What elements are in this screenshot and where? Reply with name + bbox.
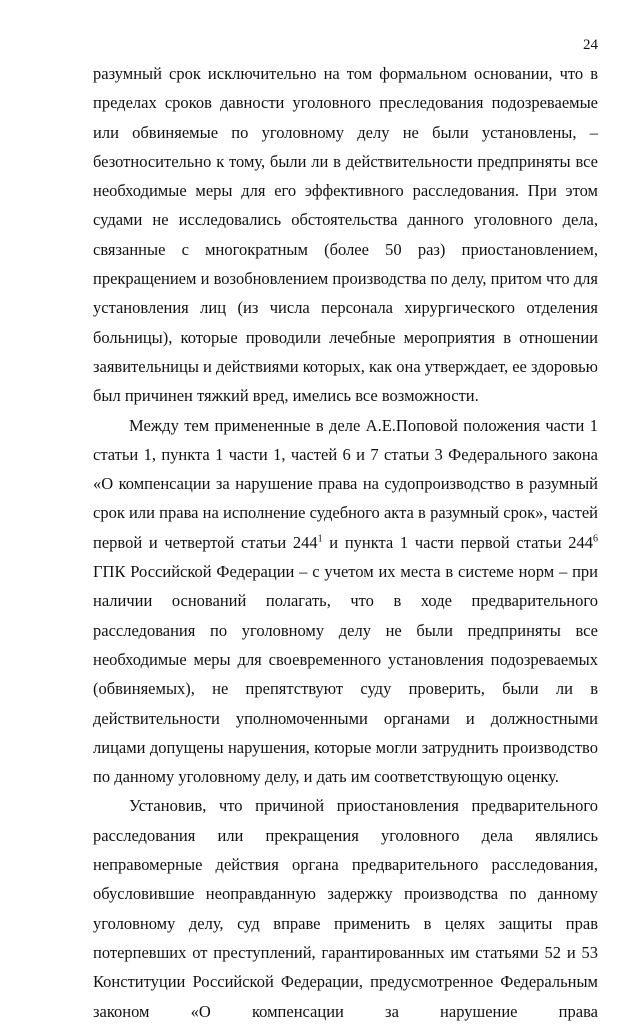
body-text xyxy=(93,59,598,1026)
paragraph-2 xyxy=(93,411,598,792)
paragraph-3: Установив, что причиной приостановления предварительного расследования или прекращения уголовного дела являлись неправомерные действия органа предварительного расследования, обусловившие неоправданную задержку производства по данному уголовному делу, суд вправе применить в целях защиты прав потерпевших от преступлений, гарантированных им статьями 52 и 53 Конституции Российской Федерации, предусмотренное Федеральным законом «О компенсации за нарушение права xyxy=(93,796,598,1021)
paragraph-2-text-2: и пункта 1 части первой статьи 244 xyxy=(322,532,593,552)
superscript-6: 6 xyxy=(593,533,598,545)
superscript-1: 1 xyxy=(317,533,323,545)
paragraph-1: разумный срок исключительно на том формальном основании, что в пределах сроков давности уголовного преследования подозреваемые или обвиняемые по уголовному делу не были установлены, – безотносительно к тому, были ли в действительности предприняты все необходимые меры для его эффективного расследования. При этом судами не исследовались обстоятельства данного уголовного дела, связанные с многократным (более 50 раз) приостановлением, прекращением и возобновлением производства по делу, притом что для установления лиц (из числа персонала хирургического отделения больницы), которые проводили лечебные мероприятия в отношении заявительницы и действиями которых, как она утверждает, ее здоровью был причинен тяжкий вред, имелись все возможности. xyxy=(93,64,598,406)
page-number: 24 xyxy=(583,37,598,53)
paragraph-2-text-3: ГПК Российской Федерации – с учетом их места в системе норм – при наличии оснований полагать, что в ходе предварительного расследования по уголовному делу не были предприняты все необходимые меры для своевременного установления подозреваемых (обвиняемых), не препятствуют суду проверить, были ли в действительности уполномоченными органами и должностными лицами допущены нарушения, которые могли затруднить производство по данному уголовному делу, и дать им соответствующую оценку. xyxy=(93,562,598,787)
paragraph-2-text-1: Между тем примененные в деле А.Е.Поповой положения части 1 статьи 1, пункта 1 части 1, частей 6 и 7 статьи 3 Федерального закона «О компенсации за нарушение права на судопроизводство в разумный срок или права на исполнение судебного акта в разумный срок», частей первой и четвертой статьи 244 xyxy=(93,415,598,552)
